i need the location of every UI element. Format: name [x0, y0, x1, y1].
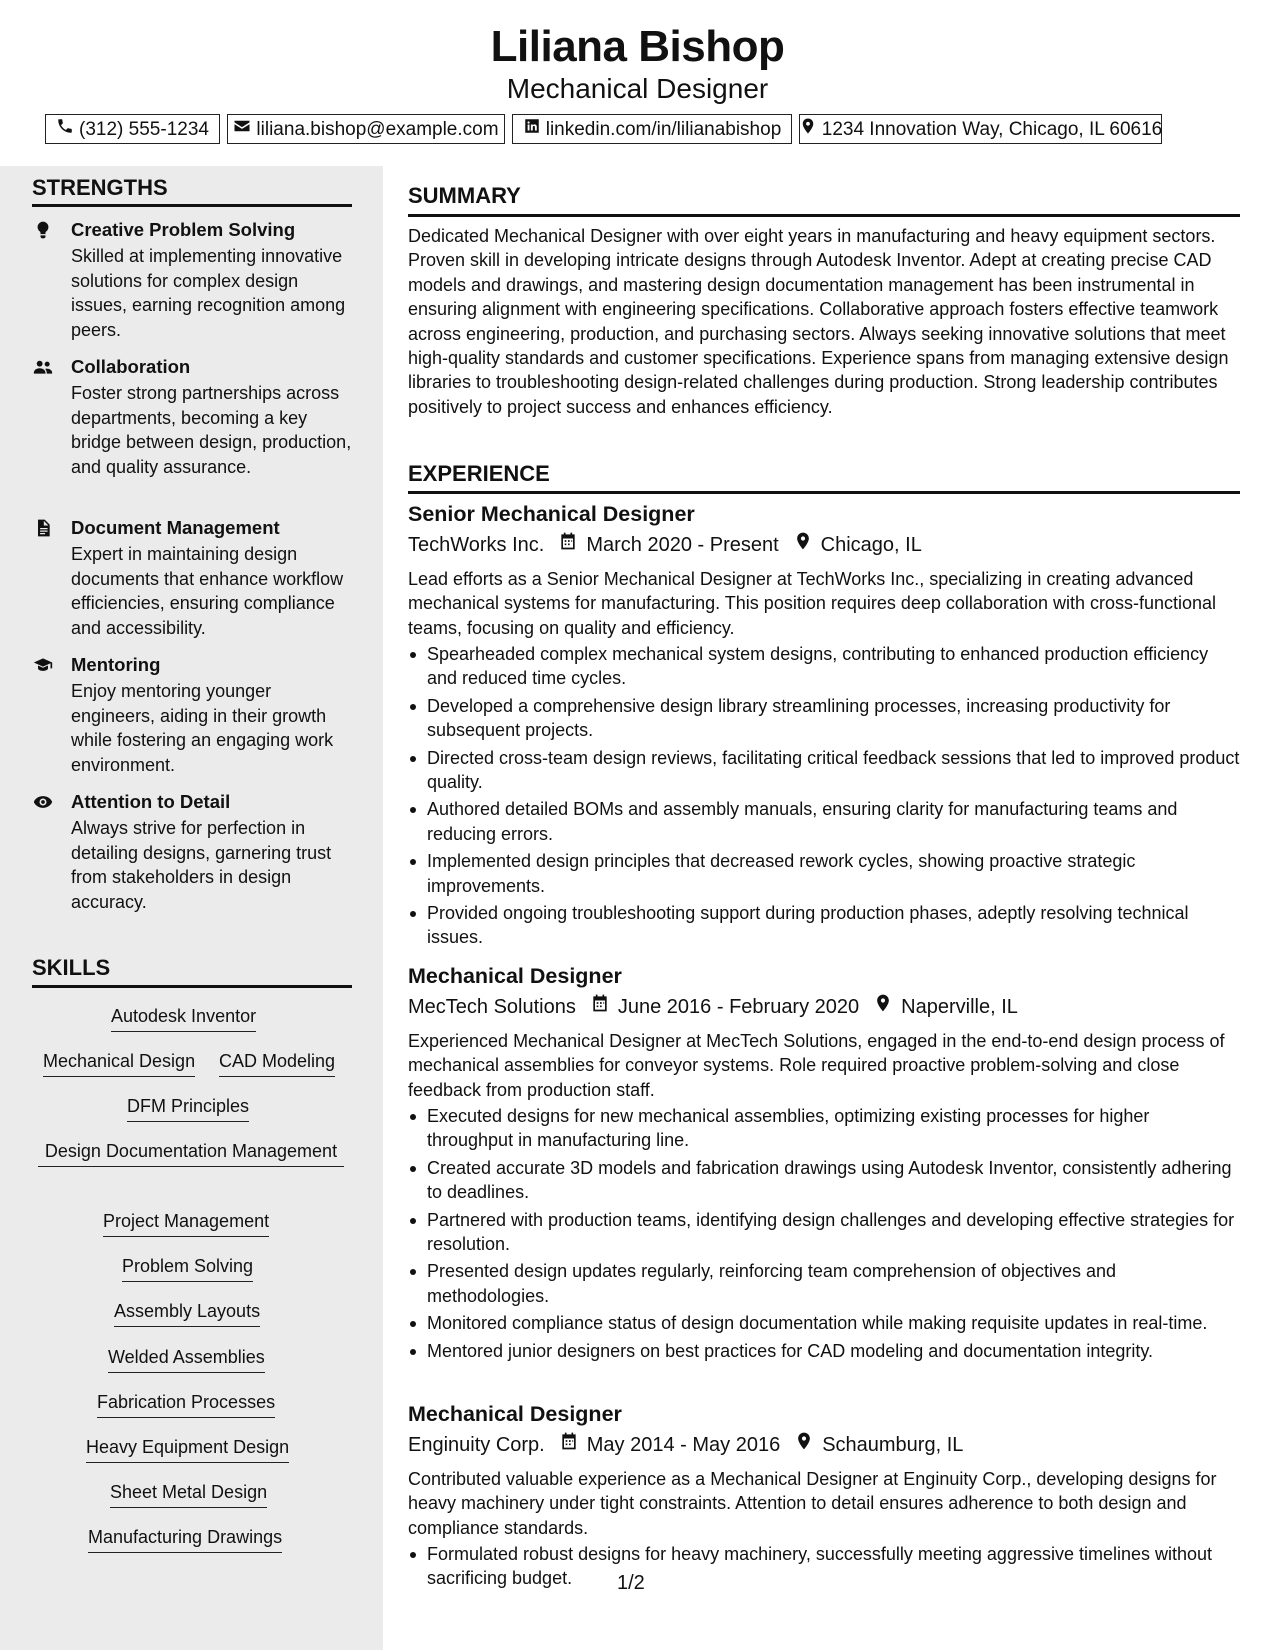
skills-heading: SKILLS [32, 955, 111, 980]
job-bullets [408, 642, 1240, 953]
experience-divider [408, 491, 1240, 494]
job-description: Contributed valuable experience as a Mechanical Designer at Enginuity Corp., developing designs for heavy machinery under tight constraints. Attention to detail ensures adherence to both design and compliance standards. [408, 1469, 1217, 1538]
list-item: Developed a comprehensive design library streamlining processes, increasing productivity for subsequent projects. [408, 694, 1240, 743]
job-location: Schaumburg, IL [822, 1434, 964, 1456]
company-name: MecTech Solutions [408, 996, 576, 1018]
skill-tag: Assembly Layouts [114, 1299, 260, 1327]
strength-item [32, 516, 352, 636]
contact-address[interactable] [799, 114, 1162, 144]
skill-tag: Fabrication Processes [97, 1390, 275, 1418]
skill-tag: Heavy Equipment Design [86, 1435, 289, 1463]
job-dates: March 2020 - Present [586, 534, 779, 556]
linkedin-icon [523, 116, 541, 143]
strength-description: Foster strong partnerships across departments, becoming a key bridge between design, production, and quality assurance. [71, 383, 352, 477]
email-text: liliana.bishop@example.com [256, 118, 499, 140]
eye-icon [32, 792, 56, 814]
strength-name: Mentoring [71, 654, 161, 675]
document-icon [32, 518, 56, 540]
map-pin-icon [779, 531, 821, 559]
address-text: 1234 Innovation Way, Chicago, IL 60616 [821, 118, 1163, 140]
list-item: Monitored compliance status of design documentation while making requisite updates in real-time. [408, 1311, 1240, 1335]
list-item: Partnered with production teams, identifying design challenges and developing effective strategies for resolution. [408, 1208, 1240, 1257]
skill-tag: CAD Modeling [219, 1049, 335, 1077]
users-icon [32, 357, 56, 379]
map-pin-icon [780, 1431, 822, 1459]
candidate-name: Liliana Bishop [490, 22, 785, 71]
list-item: Formulated robust designs for heavy machinery, successfully meeting aggressive timelines without sacrificing budget. [408, 1542, 1240, 1591]
strength-description: Skilled at implementing innovative solutions for complex design issues, earning recognition among peers. [71, 246, 346, 340]
calendar-icon [545, 1431, 587, 1459]
phone-icon [56, 116, 74, 143]
job-title: Mechanical Designer [408, 964, 622, 988]
job-bullets [408, 1542, 1240, 1594]
list-item: Created accurate 3D models and fabrication drawings using Autodesk Inventor, consistently adhering to deadlines. [408, 1156, 1240, 1205]
strength-item [32, 790, 352, 910]
skill-tag: Autodesk Inventor [111, 1004, 256, 1032]
experience-heading: EXPERIENCE [408, 461, 550, 486]
resume-header [0, 0, 1275, 166]
linkedin-text: linkedin.com/in/lilianabishop [545, 118, 782, 140]
list-item: Provided ongoing troubleshooting support during production phases, adeptly resolving technical issues. [408, 901, 1240, 950]
page-number: 1/2 [617, 1572, 645, 1594]
contact-email[interactable] [227, 114, 505, 144]
job-dates: May 2014 - May 2016 [586, 1434, 781, 1456]
skill-tag: Welded Assemblies [108, 1345, 265, 1373]
job-meta [408, 993, 1018, 1021]
company-name: Enginuity Corp. [408, 1434, 545, 1456]
map-pin-icon [859, 993, 901, 1021]
list-item: Authored detailed BOMs and assembly manuals, ensuring clarity for manufacturing teams and reducing errors. [408, 797, 1240, 846]
contact-phone[interactable] [45, 114, 220, 144]
skill-tag: Design Documentation Management [38, 1139, 344, 1167]
strength-name: Document Management [71, 517, 280, 538]
calendar-icon [576, 993, 618, 1021]
job-description: Lead efforts as a Senior Mechanical Designer at TechWorks Inc., specializing in creating advanced mechanical systems for manufacturing. This position requires deep collaboration with cross-functional teams, focusing on quality and efficiency. [408, 569, 1217, 638]
job-title: Mechanical Designer [408, 1402, 622, 1426]
job-dates: June 2016 - February 2020 [617, 996, 860, 1018]
candidate-title: Mechanical Designer [506, 73, 769, 104]
list-item: Directed cross-team design reviews, facilitating critical feedback sessions that led to improved product quality. [408, 746, 1240, 795]
strengths-divider [32, 204, 352, 207]
strength-name: Attention to Detail [71, 791, 231, 812]
map-pin-icon [799, 116, 817, 143]
strength-item [32, 653, 352, 773]
job-location: Naperville, IL [901, 996, 1018, 1018]
strength-description: Always strive for perfection in detailing designs, garnering trust from stakeholders in design accuracy. [71, 818, 332, 912]
skills-divider [32, 985, 352, 988]
strength-description: Expert in maintaining design documents that enhance workflow efficiencies, ensuring compliance and accessibility. [71, 544, 344, 638]
strength-description: Enjoy mentoring younger engineers, aiding in their growth while fostering an engaging work environment. [71, 681, 334, 775]
job-description: Experienced Mechanical Designer at MecTech Solutions, engaged in the end-to-end design process of mechanical assemblies for conveyor systems. Role required proactive problem-solving and close feedback from production staff. [408, 1031, 1225, 1100]
summary-text: Dedicated Mechanical Designer with over eight years in manufacturing and heavy equipment sectors. Proven skill in developing intricate designs through Autodesk Inventor. Adept at creating precise CAD models and drawings, and mastering design documentation management has been instrumental in ensuring alignment with engineering specifications. Collaborative approach fosters effective teamwork across engineering, production, and purchasing sectors. Always seeking innovative solutions that meet high-quality standards and customer specifications. Experience spans from managing extensive design libraries to troubleshooting design-related challenges during production. Strong leadership contributes positively to project success and enhances efficiency. [408, 226, 1229, 417]
skill-tag: DFM Principles [127, 1094, 249, 1122]
list-item: Spearheaded complex mechanical system designs, contributing to enhanced production efficiency and reduced time cycles. [408, 642, 1240, 691]
calendar-icon [544, 531, 586, 559]
envelope-icon [233, 116, 251, 143]
skill-tag: Problem Solving [122, 1254, 253, 1282]
job-location: Chicago, IL [820, 534, 922, 556]
contact-bar [0, 114, 1275, 144]
skill-tag: Sheet Metal Design [110, 1480, 267, 1508]
summary-divider [408, 214, 1240, 217]
skill-tag: Project Management [103, 1209, 269, 1237]
phone-text: (312) 555-1234 [79, 118, 209, 140]
skill-tag: Manufacturing Drawings [88, 1525, 282, 1553]
list-item: Implemented design principles that decreased rework cycles, showing proactive strategic improvements. [408, 849, 1240, 898]
job-bullets [408, 1104, 1240, 1366]
strength-item [32, 355, 352, 485]
list-item: Executed designs for new mechanical assemblies, optimizing existing processes for higher throughput in manufacturing line. [408, 1104, 1240, 1153]
list-item: Mentored junior designers on best practices for CAD modeling and documentation integrity. [408, 1339, 1240, 1363]
company-name: TechWorks Inc. [408, 534, 545, 556]
strength-item [32, 218, 352, 338]
contact-linkedin[interactable] [512, 114, 792, 144]
strengths-heading: STRENGTHS [32, 175, 168, 200]
strength-name: Creative Problem Solving [71, 219, 296, 240]
job-meta [408, 1431, 963, 1459]
list-item: Presented design updates regularly, reinforcing team comprehension of objectives and methodologies. [408, 1259, 1240, 1308]
lightbulb-icon [32, 220, 56, 242]
graduation-cap-icon [32, 655, 56, 677]
skill-tag: Mechanical Design [43, 1049, 195, 1077]
sidebar [0, 166, 383, 1650]
summary-heading: SUMMARY [408, 183, 521, 208]
job-meta [408, 531, 922, 559]
strength-name: Collaboration [71, 356, 191, 377]
job-title: Senior Mechanical Designer [408, 502, 695, 526]
